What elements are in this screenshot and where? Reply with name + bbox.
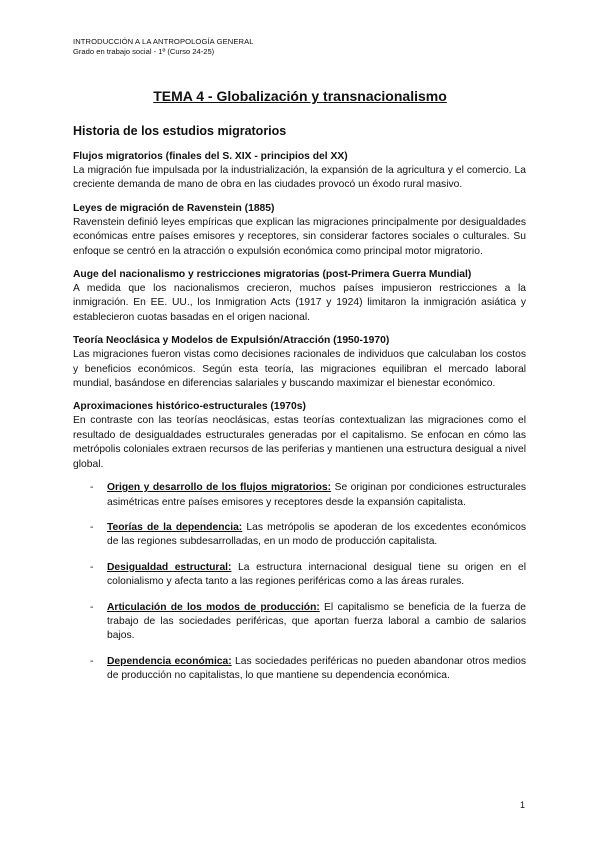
text-block (73, 202, 526, 259)
block-heading: Aproximaciones histórico-estructurales (1970s) (73, 401, 306, 413)
bullet-text: La estructura internacional desigual tiene su origen en el colonialismo y afecta tanto a las regiones periféricas como a las áreas rurales. (107, 561, 527, 588)
list-item (73, 521, 526, 550)
block-paragraph: A medida que los nacionalismos crecieron, muchos países impusieron restricciones a la inmigración. En EE. UU., los Inmigration Acts (1917 y 1924) limitaron la inmigración asiática y establecieron cuotas basadas en el origen nacional. (73, 283, 526, 323)
bullet-text: Las sociedades periféricas no pueden abandonar otros medios de producción no capitalistas, lo que mantiene su dependencia económica. (107, 655, 527, 682)
block-heading: Leyes de migración de Ravenstein (1885) (73, 202, 275, 214)
text-block (73, 150, 526, 193)
text-block (73, 334, 526, 391)
bullet-term: Origen y desarrollo de los flujos migratorios: (107, 482, 332, 494)
block-heading: Auge del nacionalismo y restricciones migratorias (post-Primera Guerra Mundial) (73, 269, 472, 281)
list-item (73, 481, 526, 510)
page-number: 1 (519, 800, 525, 810)
bullet-text: El capitalismo se beneficia de la fuerza de trabajo de las sociedades periféricas, que aportan fuerza laboral a cambio de salarios bajos. (107, 601, 526, 642)
document-title (0, 88, 600, 104)
course-subtitle: Grado en trabajo social - 1º (Curso 24-25) (73, 47, 215, 56)
document-body (73, 124, 526, 695)
bullet-text: Las metrópolis se apoderan de los excedentes económicos de las regiones subdesarrolladas, en un modo de producción capitalista. (107, 521, 526, 548)
list-item (73, 655, 526, 684)
bullet-term: Desigualdad estructural: (107, 561, 232, 573)
bullet-text: Se originan por condiciones estructurales asimétricas entre países emisores y receptores desde la expansión capitalista. (107, 482, 526, 508)
text-block (73, 400, 526, 472)
bullet-dash: - (90, 482, 94, 494)
bullet-list (73, 481, 526, 683)
page-header (73, 37, 254, 57)
bullet-term: Dependencia económica: (107, 655, 232, 667)
block-paragraph: La migración fue impulsada por la industrialización, la expansión de la agricultura y el comercio. La creciente demanda de mano de obra en las ciudades provocó un éxodo rural masivo. (73, 165, 526, 191)
block-paragraph: Las migraciones fueron vistas como decisiones racionales de individuos que calculaban los costos y beneficios económicos. Según esta teoría, las migraciones equilibran el mercado laboral mundial, basándose en diferencias salariales y buscando maximizar el bienestar económico. (73, 349, 526, 390)
course-title: INTRODUCCIÓN A LA ANTROPOLOGÍA GENERAL (73, 37, 254, 46)
document-title-text: TEMA 4 - Globalización y transnacionalismo (153, 88, 447, 104)
block-paragraph: Ravenstein definió leyes empíricas que explican las migraciones principalmente por desigualdades económicas entre países emisores y receptores, sin considerar factores sociales o culturales. Su enfoque se centró en la atracción o expulsión económica como principal motor migratorio. (73, 216, 526, 257)
block-heading: Teoría Neoclásica y Modelos de Expulsión/Atracción (1950-1970) (73, 335, 390, 347)
bullet-dash: - (90, 521, 94, 533)
bullet-term: Articulación de los modos de producción: (107, 601, 320, 613)
block-heading: Flujos migratorios (finales del S. XIX - principios del XX) (73, 151, 348, 162)
list-item (73, 561, 526, 590)
bullet-dash: - (90, 601, 94, 613)
text-block (73, 268, 526, 325)
bullet-dash: - (90, 561, 94, 573)
list-item (73, 601, 526, 644)
bullet-dash: - (90, 655, 94, 667)
block-paragraph: En contraste con las teorías neoclásicas, estas teorías contextualizan las migraciones como el resultado de desigualdades estructurales generadas por el capitalismo. Se enfocan en cómo las metrópolis coloniales extraen recursos de las periferias y mantienen una estructura desigual a nivel global. (73, 415, 526, 470)
bullet-term: Teorías de la dependencia: (107, 521, 243, 533)
section-title: Historia de los estudios migratorios (73, 124, 287, 138)
